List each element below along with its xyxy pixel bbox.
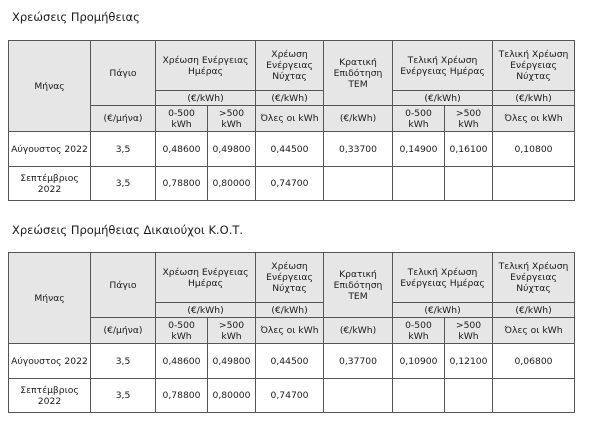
cell-night: 0,44500 — [256, 344, 324, 379]
header-subsidy: Κρατική Επιδότηση ΤΕΜ — [324, 253, 393, 318]
cell-final-day-2 — [445, 379, 493, 413]
cell-final-day-1: 0,10900 — [393, 344, 445, 379]
section-title-kot-charges: Χρεώσεις Προμήθειας Δικαιούχοι Κ.Ο.Τ. — [12, 223, 244, 237]
header-day-sub2: >500 kWh — [208, 318, 256, 344]
cell-subsidy: 0,37700 — [324, 344, 393, 379]
header-final-night-unit: (€/kWh) — [493, 91, 575, 106]
header-final-day: Τελική Χρέωση Ενέργειας Ημέρας — [393, 253, 493, 303]
header-final-night: Τελική Χρέωση Ενέργειας Νύχτας — [493, 253, 575, 303]
header-final-night-unit: (€/kWh) — [493, 303, 575, 318]
section-title-supply-charges: Χρεώσεις Προμήθειας — [12, 10, 140, 24]
header-day-unit: (€/kWh) — [156, 91, 256, 106]
header-final-day-sub1: 0-500 kWh — [393, 106, 445, 132]
cell-final-night — [493, 379, 575, 413]
kot-charges-table — [8, 252, 575, 413]
header-night-sub: Όλες οι kWh — [256, 318, 324, 344]
cell-fixed: 3,5 — [91, 167, 156, 201]
cell-night: 0,74700 — [256, 379, 324, 413]
header-final-day-sub1: 0-500 kWh — [393, 318, 445, 344]
cell-subsidy: 0,33700 — [324, 132, 393, 167]
cell-subsidy — [324, 167, 393, 201]
table-row — [9, 132, 575, 167]
header-final-night-sub: Όλες οι kWh — [493, 318, 575, 344]
cell-day-2: 0,80000 — [208, 379, 256, 413]
header-night-charge: Χρέωση Ενέργειας Νύχτας — [256, 253, 324, 303]
header-subsidy-unit: (€/kWh) — [324, 318, 393, 344]
header-day-sub1: 0-500 kWh — [156, 318, 208, 344]
header-night-unit: (€/kWh) — [256, 91, 324, 106]
header-month: Μήνας — [9, 41, 91, 132]
header-fixed-unit: (€/μήνα) — [91, 318, 156, 344]
cell-final-day-2 — [445, 167, 493, 201]
header-fixed: Πάγιο — [91, 253, 156, 318]
header-final-day-unit: (€/kWh) — [393, 303, 493, 318]
cell-month: Αύγουστος 2022 — [9, 344, 91, 379]
header-final-night: Τελική Χρέωση Ενέργειας Νύχτας — [493, 41, 575, 91]
header-day-unit: (€/kWh) — [156, 303, 256, 318]
cell-month: Σεπτέμβριος 2022 — [9, 167, 91, 201]
cell-final-day-2: 0,12100 — [445, 344, 493, 379]
cell-night: 0,74700 — [256, 167, 324, 201]
cell-fixed: 3,5 — [91, 379, 156, 413]
cell-day-2: 0,49800 — [208, 132, 256, 167]
cell-final-night: 0,10800 — [493, 132, 575, 167]
header-final-day-sub2: >500 kWh — [445, 106, 493, 132]
cell-day-2: 0,49800 — [208, 344, 256, 379]
header-final-day: Τελική Χρέωση Ενέργειας Ημέρας — [393, 41, 493, 91]
cell-day-2: 0,80000 — [208, 167, 256, 201]
cell-month: Αύγουστος 2022 — [9, 132, 91, 167]
table-row — [9, 167, 575, 201]
cell-final-day-1 — [393, 379, 445, 413]
table-row — [9, 344, 575, 379]
supply-charges-table — [8, 40, 575, 201]
header-final-day-sub2: >500 kWh — [445, 318, 493, 344]
cell-day-1: 0,48600 — [156, 344, 208, 379]
cell-final-day-1 — [393, 167, 445, 201]
header-day-sub2: >500 kWh — [208, 106, 256, 132]
header-fixed-unit: (€/μήνα) — [91, 106, 156, 132]
cell-final-night: 0,06800 — [493, 344, 575, 379]
cell-final-day-2: 0,16100 — [445, 132, 493, 167]
header-night-sub: Όλες οι kWh — [256, 106, 324, 132]
table-row — [9, 379, 575, 413]
header-subsidy: Κρατική Επιδότηση ΤΕΜ — [324, 41, 393, 106]
cell-subsidy — [324, 379, 393, 413]
cell-final-night — [493, 167, 575, 201]
cell-day-1: 0,78800 — [156, 167, 208, 201]
header-day-sub1: 0-500 kWh — [156, 106, 208, 132]
header-fixed: Πάγιο — [91, 41, 156, 106]
cell-fixed: 3,5 — [91, 132, 156, 167]
cell-fixed: 3,5 — [91, 344, 156, 379]
header-month: Μήνας — [9, 253, 91, 344]
cell-day-1: 0,48600 — [156, 132, 208, 167]
header-night-unit: (€/kWh) — [256, 303, 324, 318]
header-day-charge: Χρέωση Ενέργειας Ημέρας — [156, 253, 256, 303]
cell-day-1: 0,78800 — [156, 379, 208, 413]
header-day-charge: Χρέωση Ενέργειας Ημέρας — [156, 41, 256, 91]
cell-night: 0,44500 — [256, 132, 324, 167]
header-final-day-unit: (€/kWh) — [393, 91, 493, 106]
cell-month: Σεπτέμβριος 2022 — [9, 379, 91, 413]
header-subsidy-unit: (€/kWh) — [324, 106, 393, 132]
cell-final-day-1: 0,14900 — [393, 132, 445, 167]
header-final-night-sub: Όλες οι kWh — [493, 106, 575, 132]
header-night-charge: Χρέωση Ενέργειας Νύχτας — [256, 41, 324, 91]
